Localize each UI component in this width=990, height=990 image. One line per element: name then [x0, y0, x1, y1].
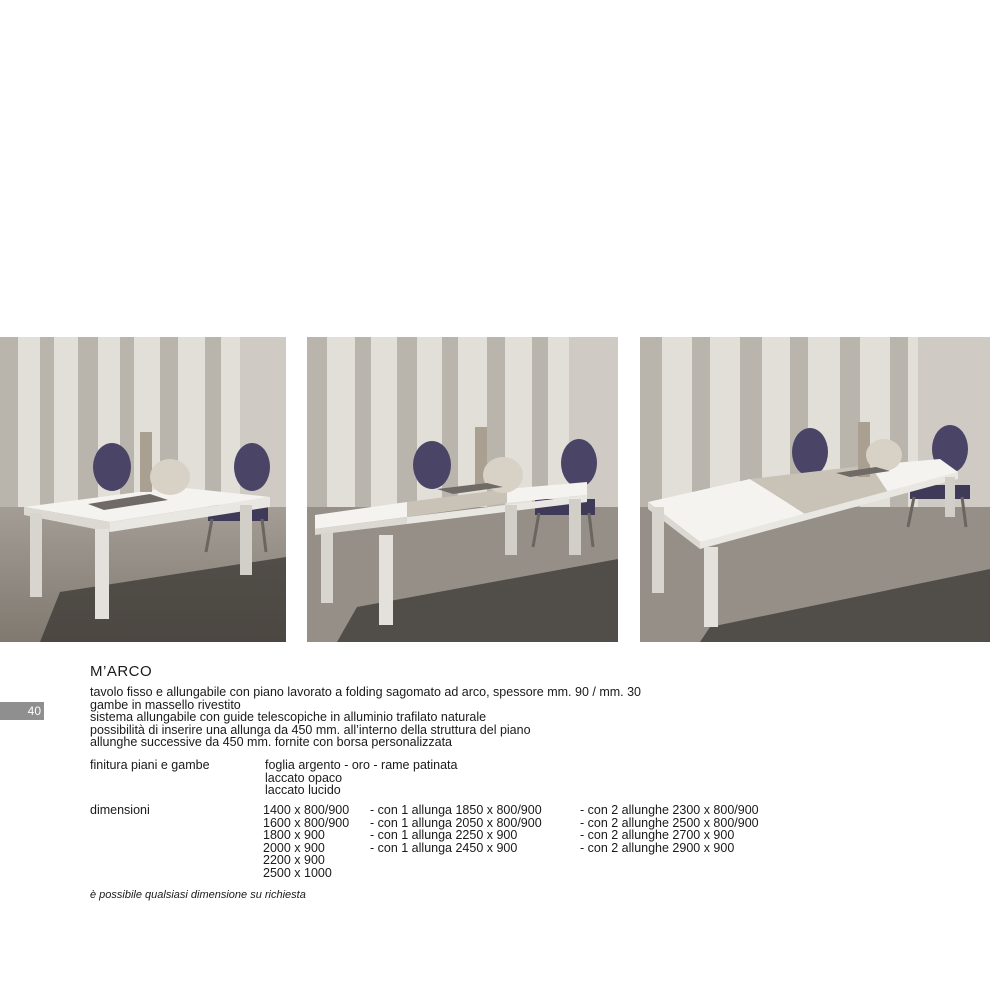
- custom-size-note: è possibile qualsiasi dimensione su richiesta: [90, 889, 306, 901]
- dimension-one-extension: - con 1 allunga 2050 x 800/900: [370, 815, 542, 830]
- dimension-one-extension: - con 1 allunga 2250 x 900: [370, 828, 518, 842]
- product-photo-table-closed: [0, 337, 286, 642]
- description-line: tavolo fisso e allungabile con piano lavorato a folding sagomato ad arco, spessore mm. 90 / mm. 30: [90, 685, 642, 699]
- product-photo-table-two-extensions: [640, 337, 990, 642]
- product-description: [90, 686, 641, 749]
- photo-table-one-extension-image: [307, 337, 618, 642]
- dimension-base: 1400 x 800/900: [263, 803, 350, 817]
- dimension-base: 2000 x 900: [263, 840, 325, 855]
- dimension-two-extensions: - con 2 allunghe 2700 x 900: [580, 828, 735, 842]
- photo-table-two-extensions-image: [640, 337, 990, 642]
- product-photo-table-one-extension: [307, 337, 618, 642]
- finish-label: finitura piani e gambe: [90, 758, 210, 772]
- dimension-base: 2500 x 1000: [263, 865, 332, 880]
- dimension-base: 1600 x 800/900: [263, 815, 350, 830]
- page-number-badge: 40: [0, 702, 44, 720]
- description-line: allunghe successive da 450 mm. fornite con borsa personalizzata: [90, 735, 453, 749]
- dimension-one-extension: - con 1 allunga 2450 x 900: [370, 840, 518, 855]
- description-line: possibilità di inserire una allunga da 450 mm. all’interno della struttura del piano: [90, 722, 531, 737]
- description-line: sistema allungabile con guide telescopiche in alluminio trafilato naturale: [90, 710, 487, 724]
- photo-table-closed-image: [0, 337, 286, 642]
- product-title: M’ARCO: [90, 663, 153, 680]
- dimensions-one-extension-column: [370, 804, 542, 854]
- dimensions-base-column: [263, 804, 349, 879]
- description-line: gambe in massello rivestito: [90, 697, 241, 712]
- dimension-two-extensions: - con 2 allunghe 2500 x 800/900: [580, 815, 759, 830]
- dimension-two-extensions: - con 2 allunghe 2900 x 900: [580, 840, 735, 855]
- dimension-base: 1800 x 900: [263, 828, 325, 842]
- dimension-two-extensions: - con 2 allunghe 2300 x 800/900: [580, 803, 759, 817]
- dimension-one-extension: - con 1 allunga 1850 x 800/900: [370, 803, 542, 817]
- finish-value: laccato opaco: [265, 770, 343, 785]
- finish-value: laccato lucido: [265, 783, 341, 797]
- dimension-base: 2200 x 900: [263, 853, 325, 867]
- finish-value: foglia argento - oro - rame patinata: [265, 758, 458, 772]
- dimensions-two-extensions-column: [580, 804, 759, 854]
- finish-values: [265, 759, 457, 797]
- dimensions-label: dimensioni: [90, 803, 150, 817]
